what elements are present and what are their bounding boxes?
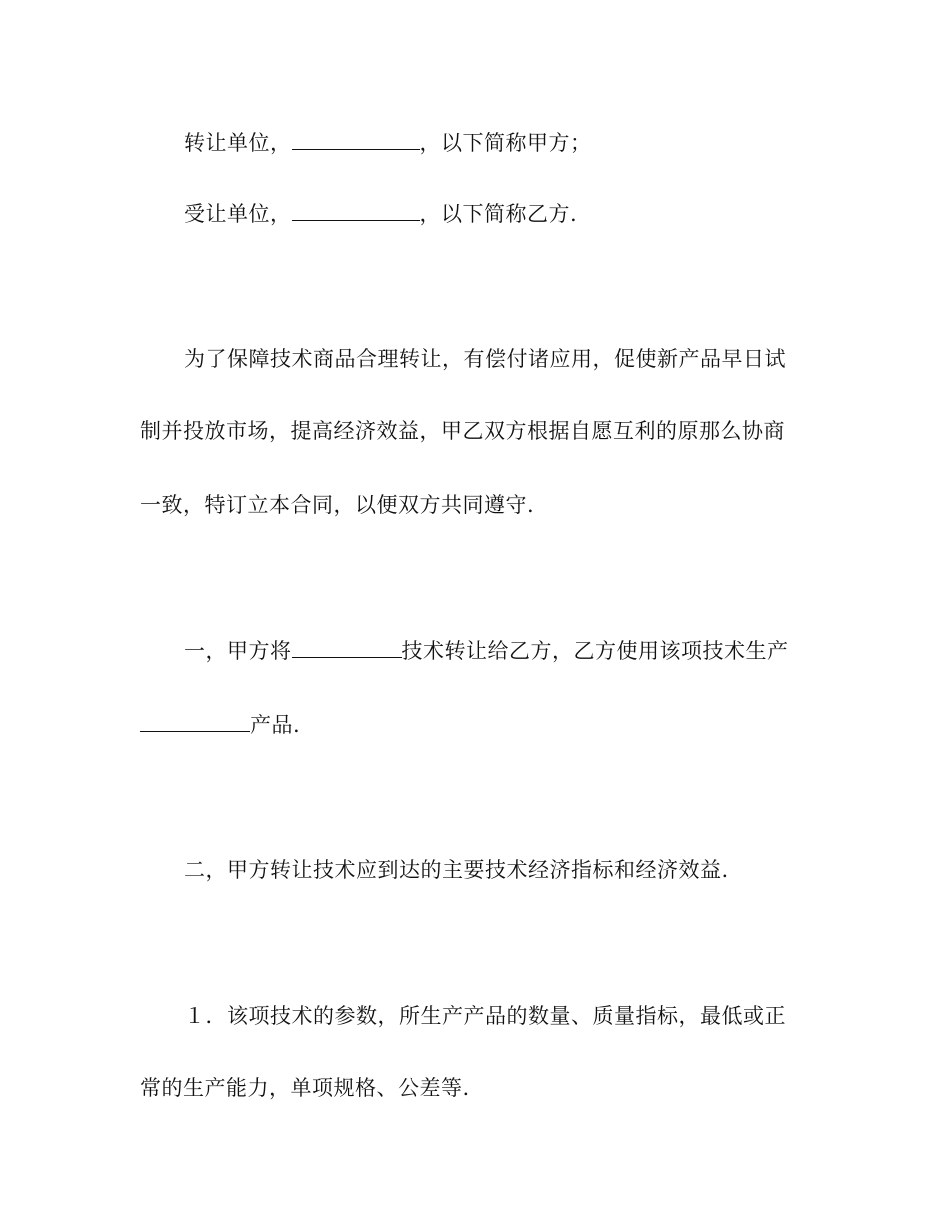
clause-1-line-1 (184, 636, 844, 666)
item-1-line-2: 常的生产能力，单项规格、公差等. (140, 1076, 470, 1100)
transferor-blank (292, 129, 420, 150)
preamble-line-1: 为了保障技术商品合理转让，有偿付诸应用，促使新产品早日试 (184, 347, 786, 371)
clause-1-technology-blank (292, 637, 402, 658)
item-1-line-1: １．该项技术的参数，所生产产品的数量、质量指标，最低或正 (184, 1004, 786, 1028)
clause-2-line: 二，甲方转让技术应到达的主要技术经济指标和经济效益. (184, 858, 729, 882)
transferee-line (184, 199, 844, 229)
transferor-line (184, 128, 844, 158)
transferee-label: 受让单位， (184, 202, 292, 226)
transferee-blank (292, 200, 420, 221)
clause-1-part-2: 技术转让给乙方，乙方使用该项技术生产 (401, 639, 789, 663)
transferor-label: 转让单位， (184, 131, 292, 155)
transferor-suffix: ，以下简称甲方； (419, 131, 592, 155)
clause-1-part-3: 产品. (250, 713, 301, 737)
transferee-suffix: ，以下简称乙方. (419, 202, 578, 226)
preamble-line-2: 制并投放市场，提高经济效益，甲乙双方根据自愿互利的原那么协商 (140, 419, 785, 443)
clause-1-part-1: 一，甲方将 (184, 639, 292, 663)
preamble-line-3: 一致，特订立本合同，以便双方共同遵守. (140, 493, 535, 517)
clause-1-product-blank (140, 711, 250, 732)
clause-1-line-2 (140, 710, 800, 740)
